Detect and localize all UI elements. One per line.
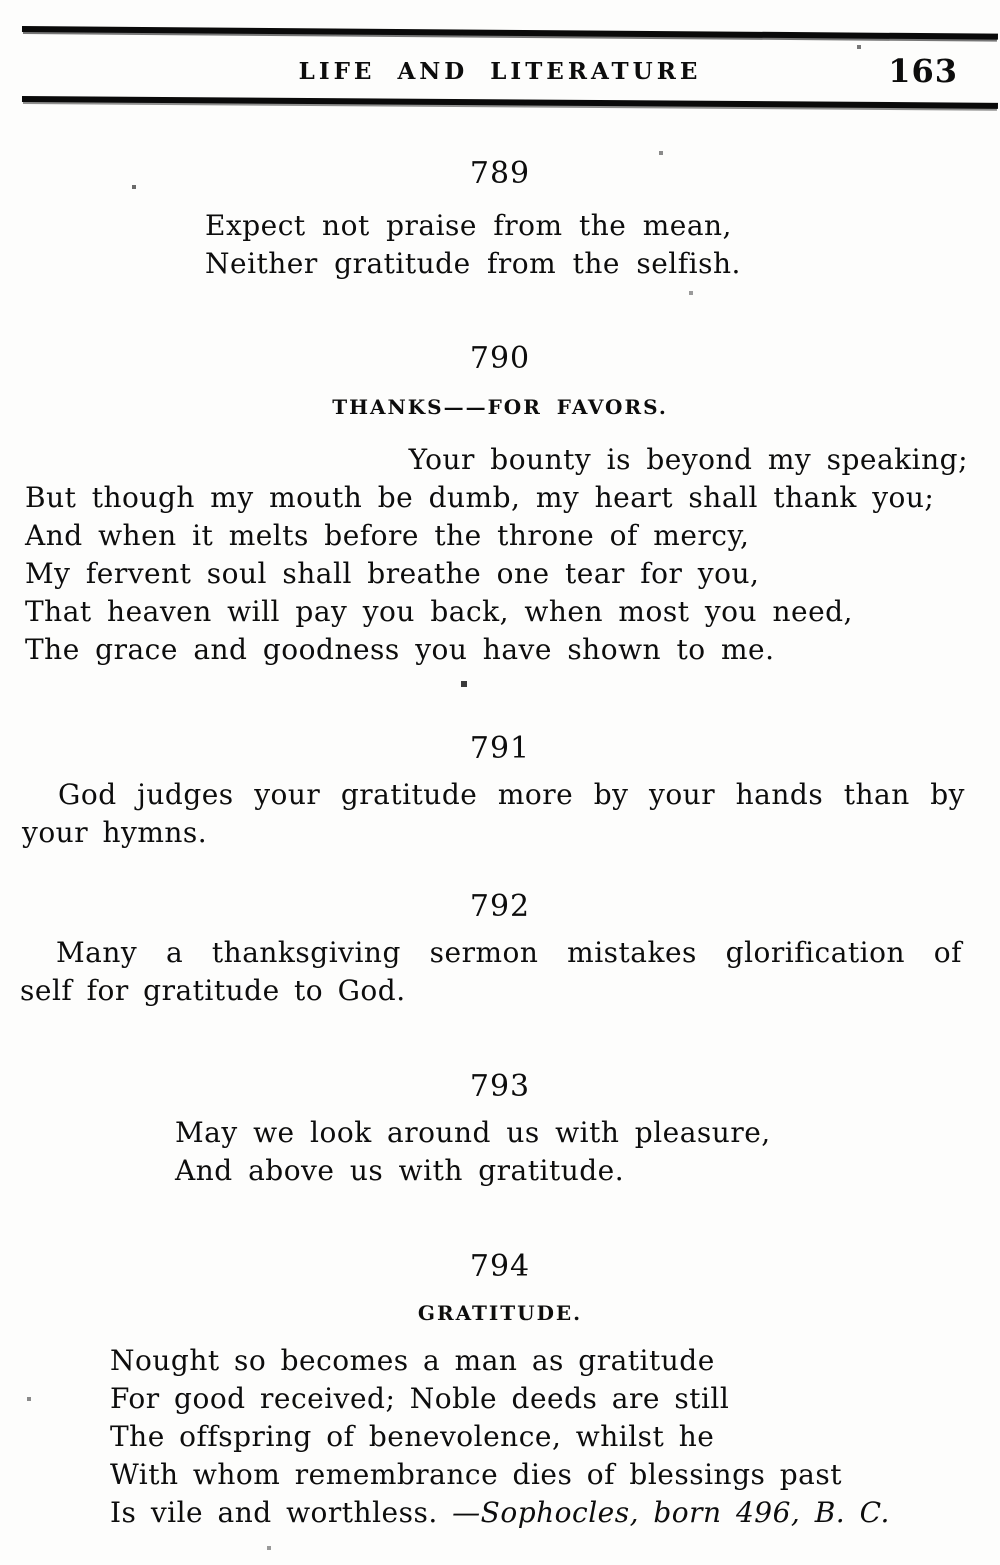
- verse-line: For good received; Noble deeds are still: [110, 1382, 730, 1415]
- verse-block: [0, 207, 1000, 283]
- page-number: 163: [888, 52, 958, 90]
- verse-line: And when it melts before the throne of mercy,: [25, 519, 750, 552]
- verse-block: [0, 441, 1000, 669]
- section-title: THANKS——FOR FAVORS.: [332, 395, 668, 419]
- section-793: [0, 1068, 1000, 1190]
- verse-line: And above us with gratitude.: [175, 1154, 625, 1187]
- running-head: [0, 52, 1000, 92]
- prose-block: [0, 776, 1000, 852]
- section-number: 793: [469, 1069, 531, 1104]
- verse-line: But though my mouth be dumb, my heart shall thank you;: [25, 481, 935, 514]
- verse-line: With whom remembrance dies of blessings past: [110, 1458, 842, 1491]
- section-number: 794: [469, 1249, 531, 1284]
- prose-line: your hymns.: [22, 816, 208, 849]
- section-number: 792: [469, 889, 531, 924]
- verse-block: [0, 1114, 1000, 1190]
- section-number: 789: [469, 156, 531, 191]
- prose-line: self for gratitude to God.: [20, 974, 406, 1007]
- verse-line: [110, 1494, 1000, 1532]
- header-rule: [22, 96, 998, 109]
- section-790: [0, 340, 1000, 669]
- attribution: —Sophocles, born 496, B. C.: [452, 1496, 890, 1529]
- section-title: GRATITUDE.: [417, 1301, 583, 1325]
- verse-line: Expect not praise from the mean,: [205, 209, 732, 242]
- verse-line: Your bounty is beyond my speaking;: [408, 443, 968, 476]
- section-789: [0, 155, 1000, 283]
- page-title: LIFE AND LITERATURE: [298, 58, 702, 85]
- top-rule: [22, 26, 998, 40]
- section-794: [0, 1248, 1000, 1532]
- scan-noise: [0, 0, 2, 2]
- prose-line: God judges your gratitude more by your hands than by: [58, 778, 965, 811]
- verse-line: May we look around us with pleasure,: [175, 1116, 771, 1149]
- verse-line: The grace and goodness you have shown to me.: [25, 633, 775, 666]
- section-791: [0, 730, 1000, 852]
- verse-line-text: Is vile and worthless.: [110, 1496, 438, 1529]
- prose-line: Many a thanksgiving sermon mistakes glorification of: [56, 936, 962, 969]
- section-number: 790: [469, 341, 531, 376]
- verse-line: Nought so becomes a man as gratitude: [110, 1344, 715, 1377]
- section-792: [0, 888, 1000, 1010]
- verse-line: My fervent soul shall breathe one tear for you,: [25, 557, 760, 590]
- verse-line: Neither gratitude from the selfish.: [205, 247, 741, 280]
- verse-line: The offspring of benevolence, whilst he: [110, 1420, 715, 1453]
- section-number: 791: [469, 731, 531, 766]
- prose-block: [0, 934, 1000, 1010]
- verse-block: [0, 1342, 1000, 1532]
- verse-line: That heaven will pay you back, when most you need,: [25, 595, 853, 628]
